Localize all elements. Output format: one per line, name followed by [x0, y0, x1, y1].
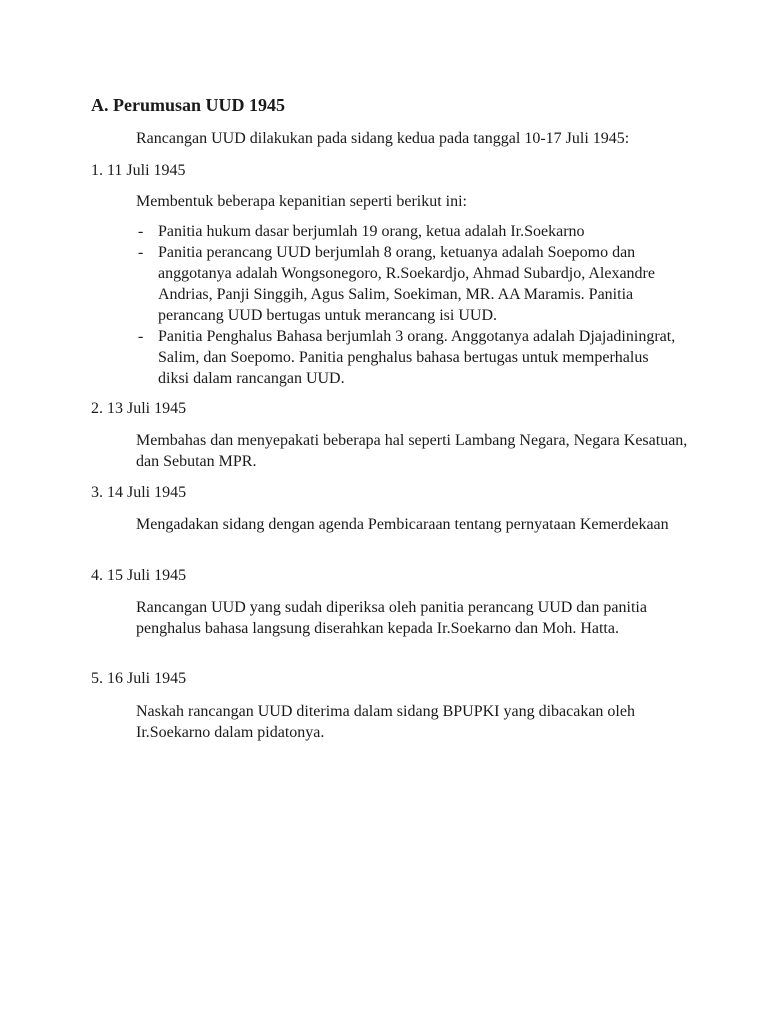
committee-list	[136, 221, 676, 389]
intro-paragraph: Rancangan UUD dilakukan pada sidang kedua pada tanggal 10-17 Juli 1945:	[136, 130, 630, 147]
section-date-2: 2. 13 Juli 1945	[91, 400, 187, 417]
section-date-3: 3. 14 Juli 1945	[91, 484, 187, 501]
section-date-4: 4. 15 Juli 1945	[91, 567, 187, 584]
list-item: - Panitia Penghalus Bahasa berjumlah 3 orang. Anggotanya adalah Djajadiningrat, Salim, dan Soepomo. Panitia penghalus bahasa bertugas untuk memperhalus diksi dalam rancangan UUD.	[136, 326, 676, 389]
section-date-5: 5. 16 Juli 1945	[91, 670, 187, 687]
section-text-2: Membahas dan menyepakati beberapa hal seperti Lambang Negara, Negara Kesatuan, dan Sebutan MPR.	[136, 432, 688, 470]
section-text-1: Membentuk beberapa kepanitian seperti berikut ini:	[136, 193, 467, 210]
section-text-3: Mengadakan sidang dengan agenda Pembicaraan tentang pernyataan Kemerdekaan	[136, 516, 669, 533]
section-date-1: 1. 11 Juli 1945	[91, 162, 186, 179]
list-item: - Panitia perancang UUD berjumlah 8 orang, ketuanya adalah Soepomo dan anggotanya adalah Wongsonegoro, R.Soekardjo, Ahmad Subardjo, Alexandre Andrias, Panji Singgih, Agus Salim, Soekiman, MR. AA Maramis. Panitia perancang UUD bertugas untuk merancang isi UUD.	[136, 242, 676, 326]
list-item: - Panitia hukum dasar berjumlah 19 orang, ketua adalah Ir.Soekarno	[136, 221, 676, 242]
section-text-5: Naskah rancangan UUD diterima dalam sidang BPUPKI yang dibacakan oleh Ir.Soekarno dalam pidatonya.	[136, 703, 635, 741]
page-title: A. Perumusan UUD 1945	[91, 95, 286, 115]
section-text-4: Rancangan UUD yang sudah diperiksa oleh panitia perancang UUD dan panitia penghalus bahasa langsung diserahkan kepada Ir.Soekarno dan Moh. Hatta.	[136, 599, 647, 637]
